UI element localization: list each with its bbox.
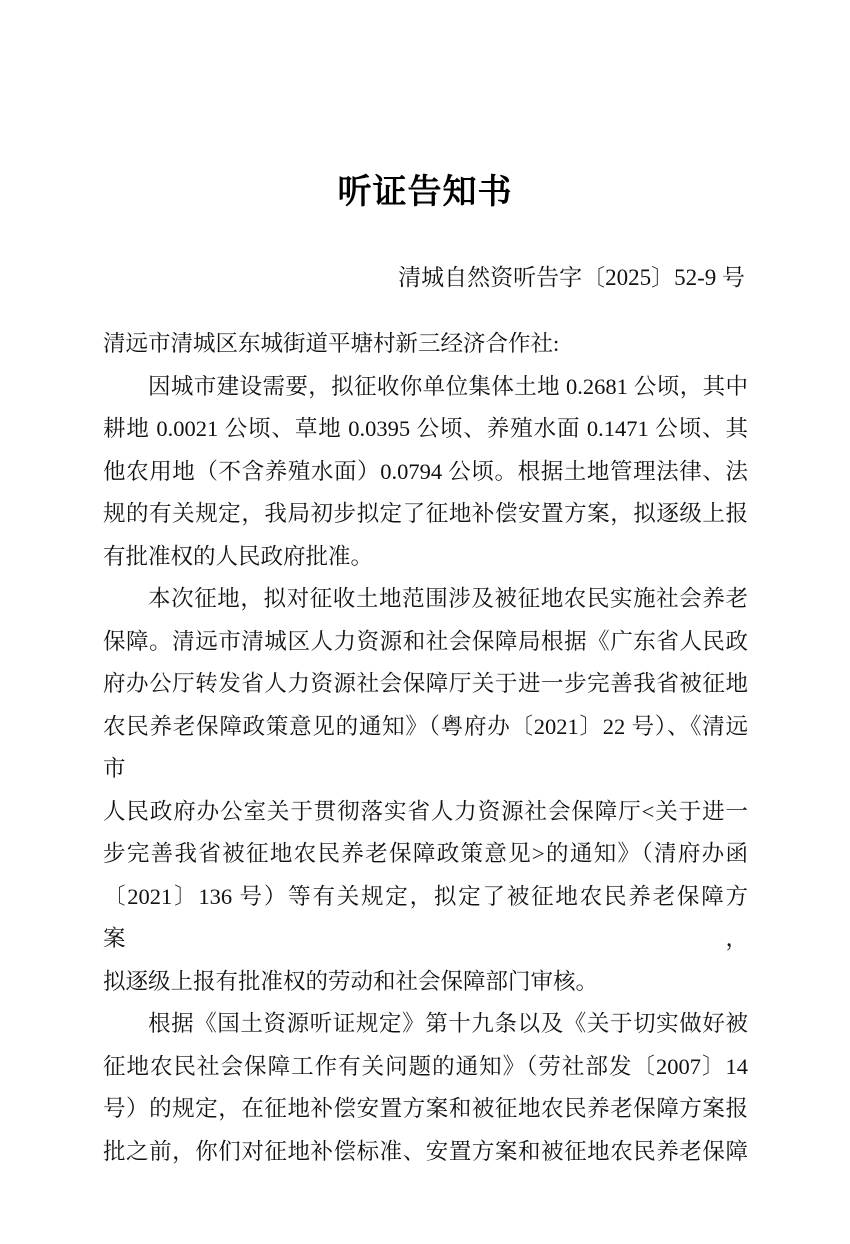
document-line: 根据《国土资源听证规定》第十九条以及《关于切实做好被: [148, 1011, 748, 1036]
document-body: [103, 323, 748, 1173]
document-line: 他农用地（不含养殖水面）0.0794 公顷。根据土地管理法律、法: [103, 458, 748, 484]
document-line: 耕地 0.0021 公顷、草地 0.0395 公顷、养殖水面 0.1471 公顷、其: [103, 416, 748, 441]
document-line: 步完善我省被征地农民养老保障政策意见>的通知》（清府办函: [103, 841, 748, 866]
document-title: 听证告知书: [337, 174, 513, 211]
document-line: 批之前，你们对征地补偿标准、安置方案和被征地农民养老保障: [103, 1138, 748, 1164]
document-line: 号）的规定，在征地补偿安置方案和被征地农民养老保障方案报: [103, 1096, 748, 1121]
document-line: 农民养老保障政策意见的通知》（粤府办〔2021〕22 号）、《清远市: [103, 713, 748, 781]
document-line: 保障。清远市清城区人力资源和社会保障局根据《广东省人民政: [103, 628, 748, 654]
document-line: 〔2021〕136 号）等有关规定，拟定了被征地农民养老保障方案，: [103, 883, 748, 951]
document-line: 有批准权的人民政府批准。: [103, 543, 374, 569]
document-addressee: 清远市清城区东城街道平塘村新三经济合作社:: [103, 331, 560, 356]
document-number: 清城自然资听告字〔2025〕52-9 号: [398, 265, 745, 290]
document-line: 因城市建设需要，拟征收你单位集体土地 0.2681 公顷，其中: [148, 373, 748, 399]
document-line: 本次征地，拟对征收土地范围涉及被征地农民实施社会养老: [148, 586, 748, 611]
document-line: 府办公厅转发省人力资源社会保障厅关于进一步完善我省被征地: [103, 671, 748, 696]
document-line: 拟逐级上报有批准权的劳动和社会保障部门审核。: [103, 968, 599, 994]
document-line: 人民政府办公室关于贯彻落实省人力资源社会保障厅<关于进一: [103, 798, 748, 824]
document-line: 征地农民社会保障工作有关问题的通知》（劳社部发〔2007〕14: [103, 1053, 748, 1079]
document-line: 规的有关规定，我局初步拟定了征地补偿安置方案，拟逐级上报: [103, 501, 748, 526]
